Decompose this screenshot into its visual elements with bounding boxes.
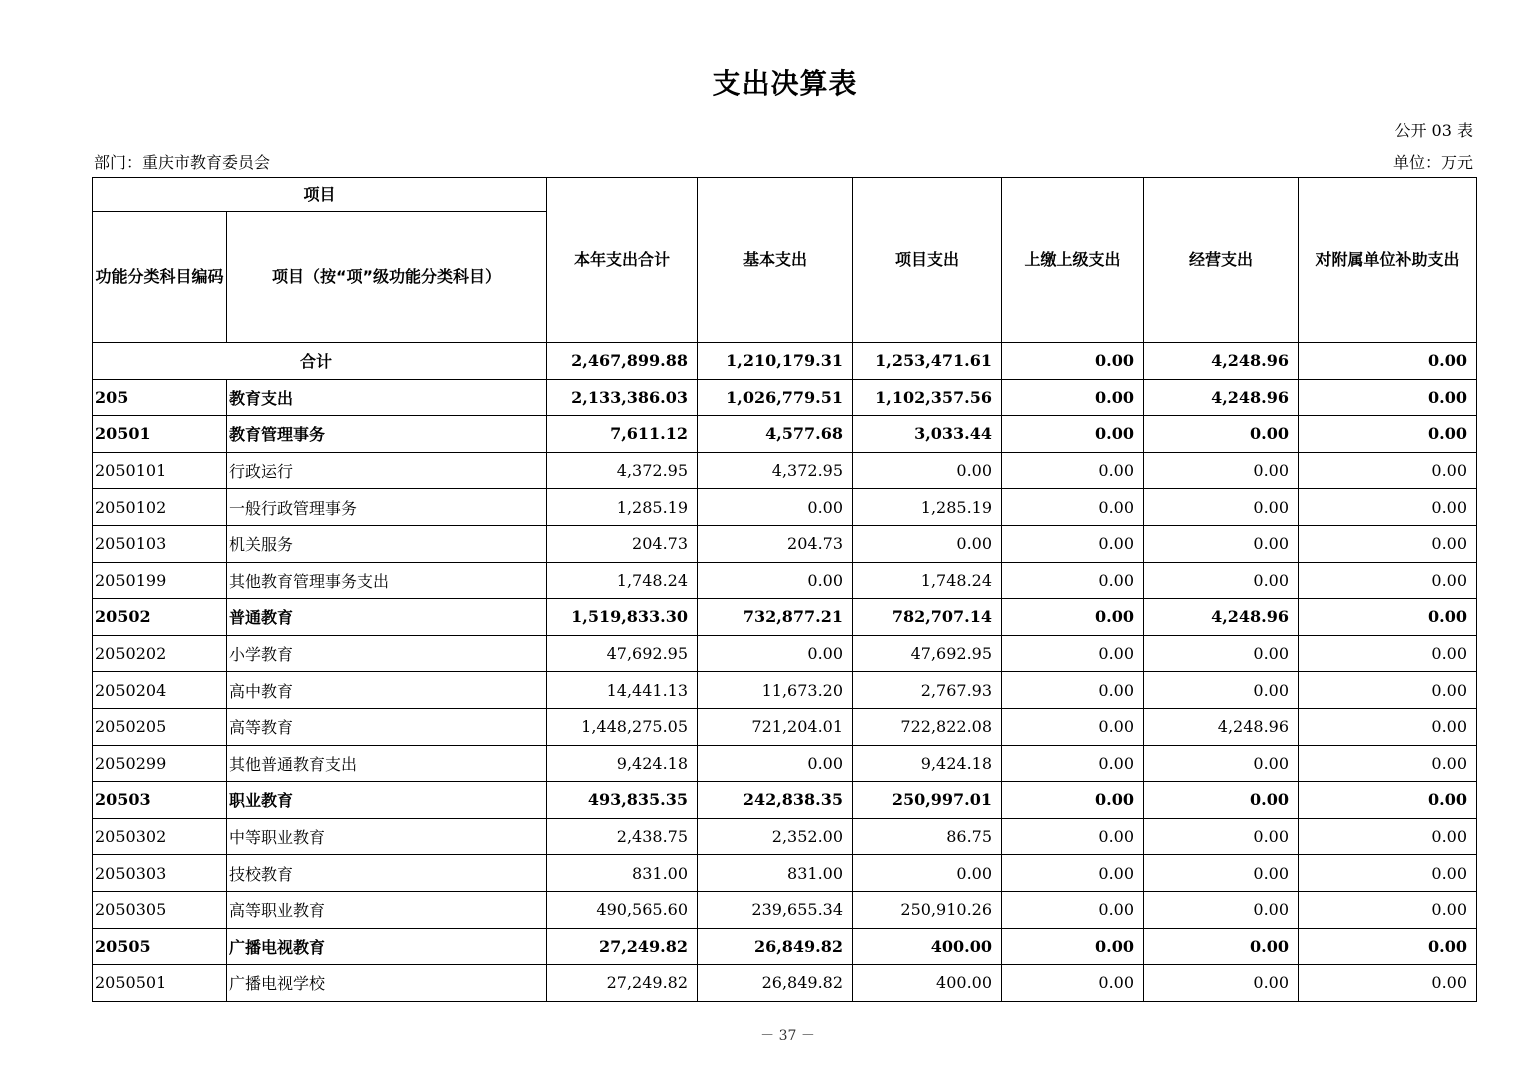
- row-value: 0.00: [1299, 708, 1477, 745]
- row-name: 机关服务: [227, 525, 547, 562]
- total-value: 0.00: [1002, 343, 1144, 380]
- row-value: 0.00: [1299, 782, 1477, 819]
- table-row: [93, 525, 1477, 562]
- row-value: 1,285.19: [853, 489, 1002, 526]
- row-value: 4,372.95: [547, 452, 698, 489]
- row-name: 其他普通教育支出: [227, 745, 547, 782]
- row-code: 20501: [93, 416, 227, 453]
- row-value: 493,835.35: [547, 782, 698, 819]
- row-name: 广播电视教育: [227, 928, 547, 965]
- row-value: 722,822.08: [853, 708, 1002, 745]
- row-value: 0.00: [698, 745, 853, 782]
- row-value: 0.00: [1299, 855, 1477, 892]
- row-value: 4,248.96: [1144, 379, 1299, 416]
- row-value: 239,655.34: [698, 891, 853, 928]
- row-value: 831.00: [698, 855, 853, 892]
- row-value: 0.00: [1002, 855, 1144, 892]
- row-value: 0.00: [1299, 745, 1477, 782]
- row-value: 27,249.82: [547, 928, 698, 965]
- row-value: 0.00: [1144, 562, 1299, 599]
- table-row: [93, 635, 1477, 672]
- header-subsidy: 对附属单位补助支出: [1299, 178, 1477, 343]
- total-value: 0.00: [1299, 343, 1477, 380]
- row-code: 2050302: [93, 818, 227, 855]
- row-value: 400.00: [853, 928, 1002, 965]
- row-code: 20505: [93, 928, 227, 965]
- row-name: 其他教育管理事务支出: [227, 562, 547, 599]
- row-name: 一般行政管理事务: [227, 489, 547, 526]
- row-code: 2050199: [93, 562, 227, 599]
- row-name: 教育支出: [227, 379, 547, 416]
- row-value: 0.00: [1299, 672, 1477, 709]
- row-code: 2050305: [93, 891, 227, 928]
- row-value: 0.00: [1002, 452, 1144, 489]
- row-value: 0.00: [1144, 855, 1299, 892]
- row-code: 20503: [93, 782, 227, 819]
- table-row: [93, 379, 1477, 416]
- total-value: 1,210,179.31: [698, 343, 853, 380]
- row-value: 204.73: [547, 525, 698, 562]
- row-value: 0.00: [1002, 416, 1144, 453]
- row-value: 0.00: [1002, 708, 1144, 745]
- header-project: 项目: [93, 178, 547, 212]
- header-total: 本年支出合计: [547, 178, 698, 343]
- row-value: 1,748.24: [853, 562, 1002, 599]
- row-value: 27,249.82: [547, 965, 698, 1002]
- row-value: 0.00: [1002, 672, 1144, 709]
- row-name: 技校教育: [227, 855, 547, 892]
- row-code: 2050101: [93, 452, 227, 489]
- row-code: 2050205: [93, 708, 227, 745]
- row-value: 250,910.26: [853, 891, 1002, 928]
- row-code: 2050102: [93, 489, 227, 526]
- row-value: 0.00: [1144, 818, 1299, 855]
- row-code: 2050501: [93, 965, 227, 1002]
- row-code: 20502: [93, 599, 227, 636]
- row-value: 490,565.60: [547, 891, 698, 928]
- row-value: 721,204.01: [698, 708, 853, 745]
- table-row: [93, 489, 1477, 526]
- total-label: 合计: [93, 343, 547, 380]
- total-value: 4,248.96: [1144, 343, 1299, 380]
- header-code: 功能分类科目编码: [93, 212, 227, 343]
- row-value: 242,838.35: [698, 782, 853, 819]
- table-row: [93, 855, 1477, 892]
- row-value: 1,102,357.56: [853, 379, 1002, 416]
- row-value: 14,441.13: [547, 672, 698, 709]
- row-name: 普通教育: [227, 599, 547, 636]
- total-row: [93, 343, 1477, 380]
- header-project-expenditure: 项目支出: [853, 178, 1002, 343]
- row-value: 7,611.12: [547, 416, 698, 453]
- row-value: 2,133,386.03: [547, 379, 698, 416]
- row-value: 9,424.18: [853, 745, 1002, 782]
- row-value: 1,448,275.05: [547, 708, 698, 745]
- row-value: 2,352.00: [698, 818, 853, 855]
- row-value: 0.00: [1002, 489, 1144, 526]
- row-value: 0.00: [698, 635, 853, 672]
- row-code: 205: [93, 379, 227, 416]
- row-value: 0.00: [1144, 782, 1299, 819]
- table-row: [93, 782, 1477, 819]
- row-value: 9,424.18: [547, 745, 698, 782]
- row-value: 47,692.95: [547, 635, 698, 672]
- row-value: 1,285.19: [547, 489, 698, 526]
- row-value: 3,033.44: [853, 416, 1002, 453]
- row-value: 0.00: [1002, 599, 1144, 636]
- row-value: 0.00: [1299, 891, 1477, 928]
- table-body: [93, 343, 1477, 1002]
- row-value: 0.00: [1299, 818, 1477, 855]
- table-row: [93, 416, 1477, 453]
- row-value: 0.00: [1144, 525, 1299, 562]
- row-name: 高中教育: [227, 672, 547, 709]
- row-value: 0.00: [1299, 416, 1477, 453]
- row-value: 0.00: [853, 525, 1002, 562]
- header-business: 经营支出: [1144, 178, 1299, 343]
- row-value: 0.00: [1002, 965, 1144, 1002]
- row-value: 0.00: [853, 452, 1002, 489]
- row-value: 0.00: [1299, 489, 1477, 526]
- expenditure-table: [92, 177, 1477, 1002]
- row-value: 0.00: [1002, 635, 1144, 672]
- row-value: 0.00: [1299, 379, 1477, 416]
- row-name: 行政运行: [227, 452, 547, 489]
- row-value: 0.00: [1144, 745, 1299, 782]
- row-value: 86.75: [853, 818, 1002, 855]
- table-row: [93, 708, 1477, 745]
- row-value: 2,767.93: [853, 672, 1002, 709]
- row-value: 0.00: [853, 855, 1002, 892]
- row-value: 0.00: [1144, 672, 1299, 709]
- table-row: [93, 928, 1477, 965]
- row-value: 26,849.82: [698, 965, 853, 1002]
- table-row: [93, 452, 1477, 489]
- header-upper-payment: 上缴上级支出: [1002, 178, 1144, 343]
- row-value: 2,438.75: [547, 818, 698, 855]
- row-code: 2050204: [93, 672, 227, 709]
- row-value: 250,997.01: [853, 782, 1002, 819]
- total-value: 2,467,899.88: [547, 343, 698, 380]
- row-code: 2050303: [93, 855, 227, 892]
- row-value: 0.00: [1002, 782, 1144, 819]
- row-value: 1,026,779.51: [698, 379, 853, 416]
- row-value: 1,519,833.30: [547, 599, 698, 636]
- row-value: 732,877.21: [698, 599, 853, 636]
- row-value: 0.00: [698, 489, 853, 526]
- row-value: 0.00: [1002, 379, 1144, 416]
- row-value: 47,692.95: [853, 635, 1002, 672]
- row-value: 0.00: [1144, 635, 1299, 672]
- row-value: 0.00: [1002, 818, 1144, 855]
- row-value: 0.00: [1144, 416, 1299, 453]
- row-value: 4,577.68: [698, 416, 853, 453]
- page-number: － 37 －: [760, 1028, 815, 1044]
- row-value: 0.00: [1002, 745, 1144, 782]
- row-value: 0.00: [1299, 635, 1477, 672]
- row-name: 高等教育: [227, 708, 547, 745]
- row-value: 0.00: [1299, 928, 1477, 965]
- department-label: 部门：重庆市教育委员会: [94, 153, 271, 172]
- row-value: 0.00: [1002, 562, 1144, 599]
- row-value: 831.00: [547, 855, 698, 892]
- row-value: 0.00: [1299, 562, 1477, 599]
- row-value: 0.00: [1144, 452, 1299, 489]
- row-value: 0.00: [1144, 965, 1299, 1002]
- table-row: [93, 965, 1477, 1002]
- row-value: 4,372.95: [698, 452, 853, 489]
- row-value: 0.00: [698, 562, 853, 599]
- row-value: 0.00: [1002, 891, 1144, 928]
- row-name: 广播电视学校: [227, 965, 547, 1002]
- row-value: 1,748.24: [547, 562, 698, 599]
- row-value: 0.00: [1299, 599, 1477, 636]
- row-name: 小学教育: [227, 635, 547, 672]
- table-row: [93, 818, 1477, 855]
- row-code: 2050103: [93, 525, 227, 562]
- row-name: 职业教育: [227, 782, 547, 819]
- row-value: 26,849.82: [698, 928, 853, 965]
- row-name: 高等职业教育: [227, 891, 547, 928]
- table-row: [93, 672, 1477, 709]
- row-value: 0.00: [1144, 891, 1299, 928]
- row-code: 2050202: [93, 635, 227, 672]
- row-value: 0.00: [1144, 928, 1299, 965]
- row-value: 782,707.14: [853, 599, 1002, 636]
- row-code: 2050299: [93, 745, 227, 782]
- row-value: 204.73: [698, 525, 853, 562]
- table-row: [93, 562, 1477, 599]
- row-value: 0.00: [1299, 525, 1477, 562]
- header-item: 项目（按“项”级功能分类科目）: [227, 212, 547, 343]
- row-value: 400.00: [853, 965, 1002, 1002]
- row-name: 教育管理事务: [227, 416, 547, 453]
- header-basic: 基本支出: [698, 178, 853, 343]
- row-value: 0.00: [1002, 928, 1144, 965]
- table-row: [93, 891, 1477, 928]
- table-number: 公开 03 表: [1394, 121, 1473, 140]
- unit-label: 单位：万元: [1392, 153, 1473, 172]
- table-row: [93, 599, 1477, 636]
- row-value: 4,248.96: [1144, 599, 1299, 636]
- total-value: 1,253,471.61: [853, 343, 1002, 380]
- row-name: 中等职业教育: [227, 818, 547, 855]
- row-value: 0.00: [1299, 965, 1477, 1002]
- row-value: 4,248.96: [1144, 708, 1299, 745]
- table-row: [93, 745, 1477, 782]
- row-value: 11,673.20: [698, 672, 853, 709]
- row-value: 0.00: [1299, 452, 1477, 489]
- row-value: 0.00: [1002, 525, 1144, 562]
- row-value: 0.00: [1144, 489, 1299, 526]
- page-title: 支出决算表: [712, 67, 858, 100]
